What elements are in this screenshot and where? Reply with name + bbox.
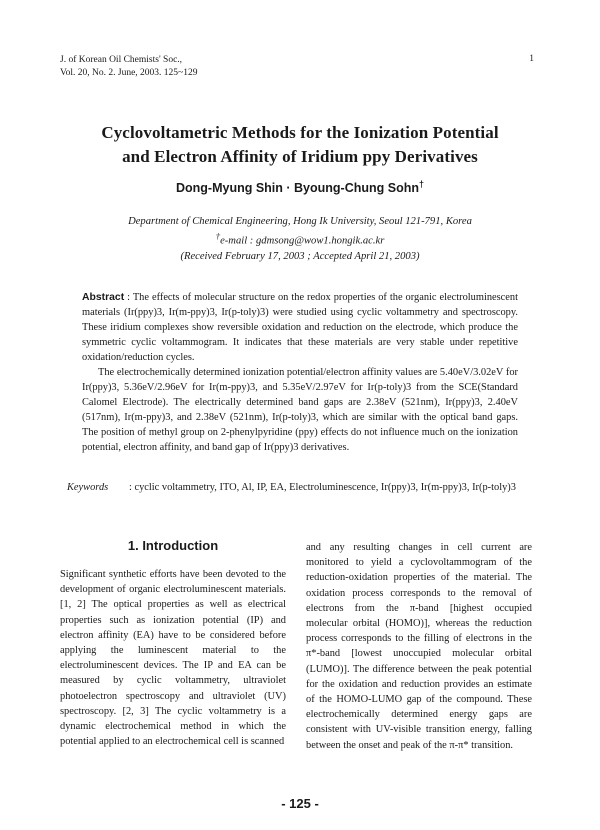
email-address: gdmsong@wow1.hongik.ac.kr	[255, 235, 385, 247]
keywords-label: Keywords	[67, 482, 109, 493]
body-column-right	[306, 540, 532, 753]
intro-text-right: and any resulting changes in cell current are monitored to yield a cyclovoltammogram of the reduction-oxidation properties of the material. The oxidation process corresponds to the removal of electrons from the π-band [highest occupied molecular orbital (HOMO)], whereas the reduction process corresponds to the filling of electrons in the π*-band [lowest unoccupied molecular orbital (LUMO)]. The difference between the peak potential for the oxidation and reduction provides an estimate of the HOMO-LUMO gap of the compound. These electrochemically determined energy gaps are consistent with UV-visible transition energy, falling between the onset and peak of the π-π* transition.	[306, 542, 532, 751]
paper-title	[0, 121, 600, 169]
journal-line-2: Vol. 20, No. 2. June, 2003. 125~129	[60, 68, 198, 78]
section-heading-introduction: 1. Introduction	[127, 538, 219, 553]
page-number-top: 1	[529, 54, 534, 64]
journal-citation	[60, 54, 197, 80]
title-line-1: Cyclovoltametric Methods for the Ionization Potential	[101, 123, 499, 142]
department: Department of Chemical Engineering, Hong Ik University, Seoul 121-791, Korea	[128, 216, 472, 227]
email-mark: †	[215, 231, 221, 241]
intro-text-left: Significant synthetic efforts have been devoted to the development of organic electroluminescent materials. [1, 2] The optical properties as well as electrical properties such as ionization potential (IP) and electron affinity (EA) have to be considered before applying the luminescent material to the electroluminescent devices. The IP and EA can be measured by cyclic voltammetry, ultraviolet photoelectron spectroscopy and ultraviolet (UV) spectroscopy. [2, 3] The cyclic voltammetry is a dynamic electrochemical method in which the potential applied to an electrochemical cell is scanned	[60, 569, 286, 748]
abstract-paragraph-1	[82, 290, 518, 365]
keywords	[67, 480, 527, 495]
email-label: e-mail :	[220, 235, 254, 247]
received-dates: (Received February 17, 2003 ; Accepted April 21, 2003)	[180, 250, 420, 262]
abstract	[82, 290, 518, 455]
abstract-text-1: : The effects of molecular structure on the redox properties of the organic electroluminescent materials (Ir(ppy)3, Ir(m-ppy)3, Ir(p-toly)3) were studied using cyclic voltammetry and spectroscopy. These iridium complexes show reversible oxidation and reduction on the electrode, which produce the symmetric cyclic voltammogram. It indicates that these materials are very stable under repetitive oxidation/reduction cycles.	[82, 292, 518, 363]
abstract-paragraph-2: The electrochemically determined ionization potential/electron affinity values are 5.40eV/3.02eV for Ir(ppy)3, 5.36eV/2.96eV for Ir(m-ppy)3, and 5.35eV/2.97eV for Ir(p-toly)3 from the SCE(Standard Calomel Electrode). The electrically determined band gaps are 2.38eV (521nm), Ir(ppy)3, 2.40eV (517nm), Ir(m-ppy)3, and 2.38eV (521nm), Ir(p-toly)3, which are similar with the optical band gaps. The position of methyl group on 2-phenylpyridine (ppy) effects do not influence much on the ionization potential, electron affinity, and band gap of Ir(ppy)3 derivatives.	[82, 367, 518, 453]
abstract-label: Abstract	[82, 292, 125, 303]
author-names: Dong-Myung Shin · Byoung-Chung Sohn	[175, 181, 419, 196]
journal-line-1: J. of Korean Oil Chemists' Soc.,	[60, 55, 183, 65]
title-line-2: and Electron Affinity of Iridium ppy Derivatives	[122, 147, 478, 166]
keywords-text: : cyclic voltammetry, ITO, Al, IP, EA, Electroluminescence, Ir(ppy)3, Ir(m-ppy)3, Ir(p-toly)3	[129, 482, 516, 493]
affiliation-block	[0, 214, 600, 264]
body-column-left	[60, 567, 286, 749]
page-number-footer: - 125 -	[281, 796, 319, 811]
email-line	[0, 229, 600, 249]
corresponding-author-mark: †	[418, 179, 424, 189]
author-list	[0, 179, 600, 195]
